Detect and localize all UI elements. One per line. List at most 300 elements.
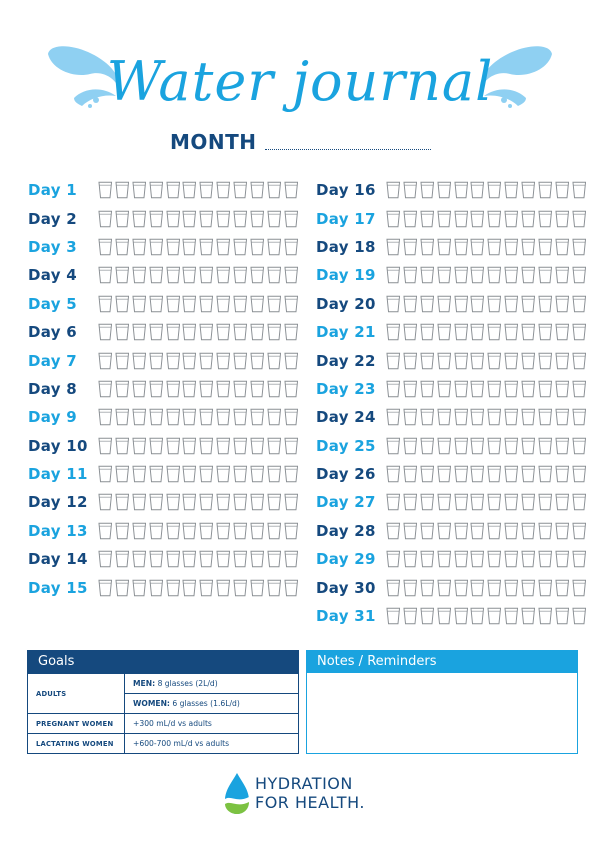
glass-icon[interactable] bbox=[284, 493, 299, 511]
glass-icon[interactable] bbox=[132, 181, 147, 199]
glass-icon[interactable] bbox=[572, 380, 587, 398]
glass-icon[interactable] bbox=[470, 550, 485, 568]
glass-icon[interactable] bbox=[216, 493, 231, 511]
glass-icon[interactable] bbox=[487, 550, 502, 568]
glass-icon[interactable] bbox=[521, 408, 536, 426]
glass-icon[interactable] bbox=[199, 295, 214, 313]
glass-icon[interactable] bbox=[555, 579, 570, 597]
glass-icon[interactable] bbox=[555, 380, 570, 398]
glass-icon[interactable] bbox=[504, 493, 519, 511]
glass-icon[interactable] bbox=[199, 323, 214, 341]
glass-icon[interactable] bbox=[149, 550, 164, 568]
glass-icon[interactable] bbox=[454, 607, 469, 625]
glass-icon[interactable] bbox=[437, 465, 452, 483]
glass-icon[interactable] bbox=[555, 352, 570, 370]
glass-icon[interactable] bbox=[521, 437, 536, 455]
glass-icon[interactable] bbox=[166, 437, 181, 455]
glass-icon[interactable] bbox=[166, 266, 181, 284]
glass-icon[interactable] bbox=[555, 493, 570, 511]
glass-icon[interactable] bbox=[199, 181, 214, 199]
glass-icon[interactable] bbox=[166, 522, 181, 540]
glass-icon[interactable] bbox=[233, 579, 248, 597]
glass-icon[interactable] bbox=[572, 323, 587, 341]
glass-icon[interactable] bbox=[199, 493, 214, 511]
glass-icon[interactable] bbox=[233, 181, 248, 199]
glass-icon[interactable] bbox=[555, 323, 570, 341]
glass-icon[interactable] bbox=[538, 437, 553, 455]
glass-icon[interactable] bbox=[98, 408, 113, 426]
glass-icon[interactable] bbox=[437, 238, 452, 256]
glass-icon[interactable] bbox=[98, 522, 113, 540]
glass-icon[interactable] bbox=[504, 295, 519, 313]
glass-icon[interactable] bbox=[555, 181, 570, 199]
glass-icon[interactable] bbox=[454, 437, 469, 455]
glass-icon[interactable] bbox=[538, 607, 553, 625]
glass-icon[interactable] bbox=[420, 210, 435, 228]
glass-icon[interactable] bbox=[538, 408, 553, 426]
glass-icon[interactable] bbox=[454, 579, 469, 597]
glass-icon[interactable] bbox=[420, 238, 435, 256]
glass-icon[interactable] bbox=[504, 352, 519, 370]
glass-icon[interactable] bbox=[470, 437, 485, 455]
glass-icon[interactable] bbox=[386, 579, 401, 597]
glass-icon[interactable] bbox=[132, 266, 147, 284]
glass-icon[interactable] bbox=[572, 295, 587, 313]
glass-icon[interactable] bbox=[572, 181, 587, 199]
glass-icon[interactable] bbox=[454, 266, 469, 284]
glass-icon[interactable] bbox=[284, 522, 299, 540]
glass-icon[interactable] bbox=[437, 323, 452, 341]
glass-icon[interactable] bbox=[386, 210, 401, 228]
glass-icon[interactable] bbox=[504, 181, 519, 199]
glass-icon[interactable] bbox=[149, 437, 164, 455]
glass-icon[interactable] bbox=[166, 238, 181, 256]
glass-icon[interactable] bbox=[132, 465, 147, 483]
glass-icon[interactable] bbox=[386, 493, 401, 511]
glass-icon[interactable] bbox=[437, 380, 452, 398]
glass-icon[interactable] bbox=[403, 380, 418, 398]
glass-icon[interactable] bbox=[437, 266, 452, 284]
glass-icon[interactable] bbox=[437, 408, 452, 426]
glass-icon[interactable] bbox=[555, 550, 570, 568]
glass-icon[interactable] bbox=[386, 181, 401, 199]
glass-icon[interactable] bbox=[487, 465, 502, 483]
glass-icon[interactable] bbox=[572, 465, 587, 483]
glass-icon[interactable] bbox=[470, 210, 485, 228]
glass-icon[interactable] bbox=[572, 550, 587, 568]
glass-icon[interactable] bbox=[267, 352, 282, 370]
glass-icon[interactable] bbox=[403, 437, 418, 455]
glass-icon[interactable] bbox=[470, 352, 485, 370]
glass-icon[interactable] bbox=[267, 238, 282, 256]
glass-icon[interactable] bbox=[166, 380, 181, 398]
glass-icon[interactable] bbox=[538, 238, 553, 256]
glass-icon[interactable] bbox=[166, 352, 181, 370]
glass-icon[interactable] bbox=[115, 437, 130, 455]
glass-icon[interactable] bbox=[487, 607, 502, 625]
glass-icon[interactable] bbox=[386, 238, 401, 256]
glass-icon[interactable] bbox=[250, 323, 265, 341]
glass-icon[interactable] bbox=[115, 210, 130, 228]
glass-icon[interactable] bbox=[521, 210, 536, 228]
glass-icon[interactable] bbox=[504, 210, 519, 228]
glass-icon[interactable] bbox=[250, 352, 265, 370]
glass-icon[interactable] bbox=[470, 295, 485, 313]
glass-icon[interactable] bbox=[521, 352, 536, 370]
glass-icon[interactable] bbox=[437, 493, 452, 511]
glass-icon[interactable] bbox=[199, 465, 214, 483]
glass-icon[interactable] bbox=[115, 238, 130, 256]
glass-icon[interactable] bbox=[572, 408, 587, 426]
glass-icon[interactable] bbox=[504, 437, 519, 455]
glass-icon[interactable] bbox=[216, 181, 231, 199]
glass-icon[interactable] bbox=[504, 550, 519, 568]
glass-icon[interactable] bbox=[115, 579, 130, 597]
glass-icon[interactable] bbox=[572, 210, 587, 228]
glass-icon[interactable] bbox=[470, 493, 485, 511]
glass-icon[interactable] bbox=[182, 550, 197, 568]
glass-icon[interactable] bbox=[420, 181, 435, 199]
glass-icon[interactable] bbox=[386, 522, 401, 540]
glass-icon[interactable] bbox=[487, 493, 502, 511]
glass-icon[interactable] bbox=[420, 437, 435, 455]
glass-icon[interactable] bbox=[132, 493, 147, 511]
glass-icon[interactable] bbox=[166, 579, 181, 597]
glass-icon[interactable] bbox=[250, 266, 265, 284]
glass-icon[interactable] bbox=[454, 181, 469, 199]
glass-icon[interactable] bbox=[166, 493, 181, 511]
glass-icon[interactable] bbox=[149, 238, 164, 256]
glass-icon[interactable] bbox=[132, 437, 147, 455]
glass-icon[interactable] bbox=[233, 522, 248, 540]
glass-icon[interactable] bbox=[98, 238, 113, 256]
glass-icon[interactable] bbox=[166, 181, 181, 199]
glass-icon[interactable] bbox=[216, 579, 231, 597]
glass-icon[interactable] bbox=[182, 522, 197, 540]
glass-icon[interactable] bbox=[216, 238, 231, 256]
glass-icon[interactable] bbox=[267, 522, 282, 540]
glass-icon[interactable] bbox=[487, 437, 502, 455]
glass-icon[interactable] bbox=[521, 465, 536, 483]
glass-icon[interactable] bbox=[420, 295, 435, 313]
glass-icon[interactable] bbox=[403, 352, 418, 370]
glass-icon[interactable] bbox=[487, 295, 502, 313]
glass-icon[interactable] bbox=[521, 380, 536, 398]
glass-icon[interactable] bbox=[487, 181, 502, 199]
glass-icon[interactable] bbox=[521, 295, 536, 313]
glass-icon[interactable] bbox=[250, 210, 265, 228]
glass-icon[interactable] bbox=[182, 352, 197, 370]
glass-icon[interactable] bbox=[115, 380, 130, 398]
glass-icon[interactable] bbox=[437, 181, 452, 199]
glass-icon[interactable] bbox=[216, 522, 231, 540]
glass-icon[interactable] bbox=[284, 181, 299, 199]
glass-icon[interactable] bbox=[538, 266, 553, 284]
glass-icon[interactable] bbox=[487, 266, 502, 284]
glass-icon[interactable] bbox=[115, 522, 130, 540]
glass-icon[interactable] bbox=[504, 238, 519, 256]
glass-icon[interactable] bbox=[250, 579, 265, 597]
glass-icon[interactable] bbox=[403, 579, 418, 597]
glass-icon[interactable] bbox=[98, 380, 113, 398]
glass-icon[interactable] bbox=[233, 493, 248, 511]
glass-icon[interactable] bbox=[149, 408, 164, 426]
glass-icon[interactable] bbox=[403, 295, 418, 313]
glass-icon[interactable] bbox=[454, 493, 469, 511]
glass-icon[interactable] bbox=[149, 493, 164, 511]
glass-icon[interactable] bbox=[420, 550, 435, 568]
glass-icon[interactable] bbox=[284, 238, 299, 256]
glass-icon[interactable] bbox=[250, 493, 265, 511]
glass-icon[interactable] bbox=[504, 408, 519, 426]
glass-icon[interactable] bbox=[182, 210, 197, 228]
glass-icon[interactable] bbox=[233, 380, 248, 398]
glass-icon[interactable] bbox=[182, 295, 197, 313]
glass-icon[interactable] bbox=[216, 323, 231, 341]
glass-icon[interactable] bbox=[572, 266, 587, 284]
glass-icon[interactable] bbox=[115, 408, 130, 426]
glass-icon[interactable] bbox=[521, 607, 536, 625]
glass-icon[interactable] bbox=[386, 437, 401, 455]
glass-icon[interactable] bbox=[250, 295, 265, 313]
glass-icon[interactable] bbox=[98, 210, 113, 228]
glass-icon[interactable] bbox=[538, 522, 553, 540]
glass-icon[interactable] bbox=[233, 437, 248, 455]
glass-icon[interactable] bbox=[454, 210, 469, 228]
glass-icon[interactable] bbox=[199, 408, 214, 426]
glass-icon[interactable] bbox=[470, 266, 485, 284]
glass-icon[interactable] bbox=[420, 266, 435, 284]
glass-icon[interactable] bbox=[233, 266, 248, 284]
glass-icon[interactable] bbox=[250, 181, 265, 199]
glass-icon[interactable] bbox=[267, 550, 282, 568]
glass-icon[interactable] bbox=[149, 465, 164, 483]
glass-icon[interactable] bbox=[521, 266, 536, 284]
glass-icon[interactable] bbox=[132, 352, 147, 370]
glass-icon[interactable] bbox=[132, 408, 147, 426]
glass-icon[interactable] bbox=[199, 380, 214, 398]
glass-icon[interactable] bbox=[233, 550, 248, 568]
glass-icon[interactable] bbox=[182, 323, 197, 341]
glass-icon[interactable] bbox=[284, 408, 299, 426]
glass-icon[interactable] bbox=[555, 607, 570, 625]
glass-icon[interactable] bbox=[166, 295, 181, 313]
glass-icon[interactable] bbox=[487, 522, 502, 540]
glass-icon[interactable] bbox=[149, 579, 164, 597]
glass-icon[interactable] bbox=[538, 550, 553, 568]
glass-icon[interactable] bbox=[470, 579, 485, 597]
glass-icon[interactable] bbox=[470, 607, 485, 625]
glass-icon[interactable] bbox=[504, 465, 519, 483]
glass-icon[interactable] bbox=[454, 323, 469, 341]
glass-icon[interactable] bbox=[216, 408, 231, 426]
glass-icon[interactable] bbox=[182, 238, 197, 256]
glass-icon[interactable] bbox=[555, 210, 570, 228]
glass-icon[interactable] bbox=[166, 465, 181, 483]
glass-icon[interactable] bbox=[284, 579, 299, 597]
glass-icon[interactable] bbox=[267, 493, 282, 511]
glass-icon[interactable] bbox=[454, 380, 469, 398]
glass-icon[interactable] bbox=[437, 437, 452, 455]
glass-icon[interactable] bbox=[470, 181, 485, 199]
glass-icon[interactable] bbox=[267, 380, 282, 398]
glass-icon[interactable] bbox=[521, 522, 536, 540]
glass-icon[interactable] bbox=[182, 380, 197, 398]
glass-icon[interactable] bbox=[454, 522, 469, 540]
glass-icon[interactable] bbox=[132, 210, 147, 228]
glass-icon[interactable] bbox=[437, 295, 452, 313]
glass-icon[interactable] bbox=[166, 210, 181, 228]
glass-icon[interactable] bbox=[132, 323, 147, 341]
glass-icon[interactable] bbox=[284, 323, 299, 341]
glass-icon[interactable] bbox=[216, 437, 231, 455]
glass-icon[interactable] bbox=[149, 210, 164, 228]
glass-icon[interactable] bbox=[572, 607, 587, 625]
glass-icon[interactable] bbox=[454, 408, 469, 426]
glass-icon[interactable] bbox=[132, 550, 147, 568]
glass-icon[interactable] bbox=[572, 493, 587, 511]
glass-icon[interactable] bbox=[149, 352, 164, 370]
glass-icon[interactable] bbox=[182, 266, 197, 284]
glass-icon[interactable] bbox=[487, 323, 502, 341]
glass-icon[interactable] bbox=[199, 437, 214, 455]
glass-icon[interactable] bbox=[538, 493, 553, 511]
glass-icon[interactable] bbox=[572, 522, 587, 540]
glass-icon[interactable] bbox=[267, 323, 282, 341]
glass-icon[interactable] bbox=[250, 465, 265, 483]
glass-icon[interactable] bbox=[504, 266, 519, 284]
glass-icon[interactable] bbox=[115, 266, 130, 284]
glass-icon[interactable] bbox=[487, 238, 502, 256]
glass-icon[interactable] bbox=[250, 408, 265, 426]
glass-icon[interactable] bbox=[437, 579, 452, 597]
glass-icon[interactable] bbox=[420, 408, 435, 426]
glass-icon[interactable] bbox=[284, 380, 299, 398]
glass-icon[interactable] bbox=[98, 465, 113, 483]
glass-icon[interactable] bbox=[182, 493, 197, 511]
glass-icon[interactable] bbox=[182, 437, 197, 455]
glass-icon[interactable] bbox=[115, 493, 130, 511]
glass-icon[interactable] bbox=[284, 266, 299, 284]
glass-icon[interactable] bbox=[115, 295, 130, 313]
glass-icon[interactable] bbox=[437, 607, 452, 625]
glass-icon[interactable] bbox=[403, 238, 418, 256]
glass-icon[interactable] bbox=[166, 550, 181, 568]
glass-icon[interactable] bbox=[199, 238, 214, 256]
glass-icon[interactable] bbox=[233, 210, 248, 228]
glass-icon[interactable] bbox=[437, 352, 452, 370]
glass-icon[interactable] bbox=[555, 465, 570, 483]
glass-icon[interactable] bbox=[98, 181, 113, 199]
glass-icon[interactable] bbox=[386, 266, 401, 284]
glass-icon[interactable] bbox=[403, 210, 418, 228]
glass-icon[interactable] bbox=[420, 493, 435, 511]
glass-icon[interactable] bbox=[572, 437, 587, 455]
glass-icon[interactable] bbox=[149, 522, 164, 540]
glass-icon[interactable] bbox=[267, 295, 282, 313]
glass-icon[interactable] bbox=[555, 408, 570, 426]
glass-icon[interactable] bbox=[454, 550, 469, 568]
glass-icon[interactable] bbox=[420, 465, 435, 483]
glass-icon[interactable] bbox=[284, 210, 299, 228]
glass-icon[interactable] bbox=[233, 465, 248, 483]
glass-icon[interactable] bbox=[132, 238, 147, 256]
glass-icon[interactable] bbox=[386, 465, 401, 483]
glass-icon[interactable] bbox=[470, 323, 485, 341]
glass-icon[interactable] bbox=[98, 493, 113, 511]
glass-icon[interactable] bbox=[420, 380, 435, 398]
glass-icon[interactable] bbox=[199, 266, 214, 284]
glass-icon[interactable] bbox=[420, 323, 435, 341]
glass-icon[interactable] bbox=[98, 437, 113, 455]
glass-icon[interactable] bbox=[284, 352, 299, 370]
glass-icon[interactable] bbox=[199, 522, 214, 540]
glass-icon[interactable] bbox=[149, 266, 164, 284]
glass-icon[interactable] bbox=[386, 380, 401, 398]
glass-icon[interactable] bbox=[216, 380, 231, 398]
glass-icon[interactable] bbox=[199, 550, 214, 568]
month-write-line[interactable] bbox=[265, 149, 431, 150]
glass-icon[interactable] bbox=[403, 266, 418, 284]
glass-icon[interactable] bbox=[403, 550, 418, 568]
glass-icon[interactable] bbox=[216, 550, 231, 568]
glass-icon[interactable] bbox=[98, 550, 113, 568]
glass-icon[interactable] bbox=[538, 352, 553, 370]
month-field[interactable] bbox=[170, 128, 431, 154]
glass-icon[interactable] bbox=[538, 465, 553, 483]
glass-icon[interactable] bbox=[521, 550, 536, 568]
glass-icon[interactable] bbox=[284, 295, 299, 313]
glass-icon[interactable] bbox=[403, 607, 418, 625]
glass-icon[interactable] bbox=[250, 380, 265, 398]
glass-icon[interactable] bbox=[216, 465, 231, 483]
glass-icon[interactable] bbox=[199, 579, 214, 597]
glass-icon[interactable] bbox=[470, 522, 485, 540]
glass-icon[interactable] bbox=[267, 408, 282, 426]
glass-icon[interactable] bbox=[149, 295, 164, 313]
glass-icon[interactable] bbox=[420, 352, 435, 370]
glass-icon[interactable] bbox=[454, 295, 469, 313]
glass-icon[interactable] bbox=[470, 465, 485, 483]
glass-icon[interactable] bbox=[437, 210, 452, 228]
glass-icon[interactable] bbox=[386, 607, 401, 625]
glass-icon[interactable] bbox=[166, 408, 181, 426]
glass-icon[interactable] bbox=[267, 437, 282, 455]
glass-icon[interactable] bbox=[250, 437, 265, 455]
glass-icon[interactable] bbox=[572, 238, 587, 256]
glass-icon[interactable] bbox=[403, 465, 418, 483]
glass-icon[interactable] bbox=[386, 550, 401, 568]
glass-icon[interactable] bbox=[555, 522, 570, 540]
glass-icon[interactable] bbox=[487, 352, 502, 370]
glass-icon[interactable] bbox=[521, 181, 536, 199]
glass-icon[interactable] bbox=[233, 323, 248, 341]
glass-icon[interactable] bbox=[487, 380, 502, 398]
glass-icon[interactable] bbox=[454, 238, 469, 256]
glass-icon[interactable] bbox=[403, 522, 418, 540]
glass-icon[interactable] bbox=[98, 323, 113, 341]
glass-icon[interactable] bbox=[538, 181, 553, 199]
glass-icon[interactable] bbox=[504, 380, 519, 398]
glass-icon[interactable] bbox=[132, 380, 147, 398]
glass-icon[interactable] bbox=[182, 181, 197, 199]
glass-icon[interactable] bbox=[149, 323, 164, 341]
glass-icon[interactable] bbox=[199, 210, 214, 228]
glass-icon[interactable] bbox=[386, 323, 401, 341]
glass-icon[interactable] bbox=[250, 238, 265, 256]
glass-icon[interactable] bbox=[115, 352, 130, 370]
glass-icon[interactable] bbox=[454, 352, 469, 370]
